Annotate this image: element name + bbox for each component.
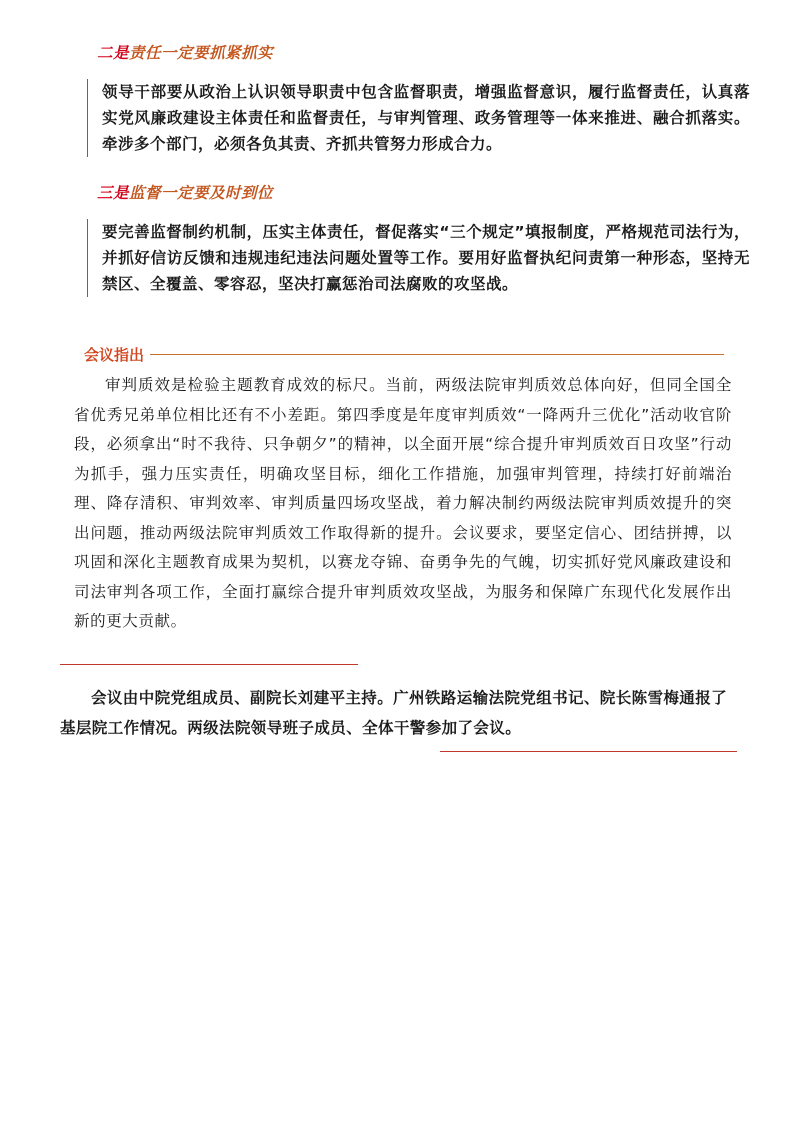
section-heading-prefix: 三是 xyxy=(97,184,130,202)
divider-top xyxy=(60,664,358,665)
section-heading-text: 责任一定要抓紧抓实 xyxy=(129,44,274,62)
section-heading-2 xyxy=(97,41,273,63)
section-quote-text: 要完善监督制约机制，压实主体责任，督促落实“三个规定”填报制度，严格规范司法行为，并抓好信访反馈和违规违纪违法问题处置等工作。要用好监督执纪问责第一种形态，坚持无禁区、全覆盖、零容忍，坚决打赢惩治司法腐败的攻坚战。 xyxy=(102,223,750,293)
section-heading-prefix: 二是 xyxy=(97,44,130,62)
meeting-points-header xyxy=(84,342,724,366)
closing-text: 会议由中院党组成员、副院长刘建平主持。广州铁路运输法院党组书记、院长陈雪梅通报了基层院工作情况。两级法院领导班子成员、全体干警参加了会议。 xyxy=(60,689,728,737)
divider-bottom xyxy=(440,751,737,752)
section-quote-3 xyxy=(87,219,750,297)
section-quote-text: 领导干部要从政治上认识领导职责中包含监督职责，增强监督意识，履行监督责任，认真落实党风廉政建设主体责任和监督责任，与审判管理、政务管理等一体来推进、融合抓落实。牵涉多个部门，必须各负其责、齐抓共管努力形成合力。 xyxy=(102,83,750,153)
section-heading-text: 监督一定要及时到位 xyxy=(129,184,274,202)
meeting-points-title: 会议指出 xyxy=(84,345,145,364)
meeting-points-text: 审判质效是检验主题教育成效的标尺。当前，两级法院审判质效总体向好，但同全国全省优秀兄弟单位相比还有不小差距。第四季度是年度审判质效“一降两升三优化”活动收官阶段，必须拿出“时不我待、只争朝夕”的精神，以全面开展“综合提升审判质效百日攻坚”行动为抓手，强力压实责任，明确攻坚目标，细化工作措施，加强审判管理，持续打好前端治理、降存清积、审判效率、审判质量四场攻坚战，着力解决制约两级法院审判质效提升的突出问题，推动两级法院审判质效工作取得新的提升。会议要求，要坚定信心、团结拼搏，以巩固和深化主题教育成果为契机，以赛龙夺锦、奋勇争先的气魄，切实抓好党风廉政建设和司法审判各项工作，全面打赢综合提升审判质效攻坚战，为服务和保障广东现代化发展作出新的更大贡献。 xyxy=(74,376,732,630)
section-quote-2 xyxy=(87,79,750,157)
meeting-points-rule xyxy=(150,354,724,355)
section-heading-3 xyxy=(97,181,273,203)
